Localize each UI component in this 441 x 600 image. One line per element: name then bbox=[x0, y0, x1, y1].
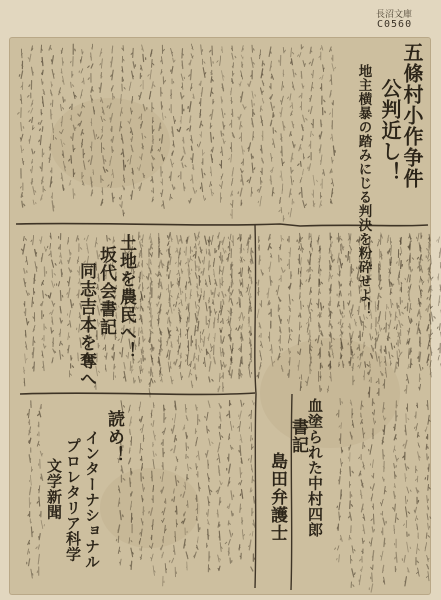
rule-right-box bbox=[255, 225, 256, 588]
archive-collection-label: 長沼文庫 bbox=[376, 10, 413, 20]
headline-case-title: 五條村小作争件 bbox=[400, 42, 424, 189]
headline-intl-b: プロレタリア科学 bbox=[64, 438, 82, 562]
headline-trial-near: 公判近し！ bbox=[378, 78, 402, 183]
headline-intl-a: インターナショナル bbox=[83, 430, 101, 570]
headline-land-to-peasants: 土地を農民へ！ bbox=[116, 234, 136, 360]
headline-intl-c: 文学新聞 bbox=[45, 458, 63, 520]
headline-demand: 地主横暴の踏みにじる判決を粉砕せよ！ bbox=[355, 64, 372, 316]
headline-secretary-b: 島田弁護士 bbox=[267, 452, 287, 542]
headline-defend-b: 同志吉本を奪へ bbox=[76, 262, 96, 388]
headline-read: 読め！ bbox=[104, 410, 124, 464]
headline-bloody-hands: 血塗られた中村四郎 bbox=[306, 398, 324, 538]
headline-secretary-a: 書記 bbox=[288, 418, 308, 454]
headline-defend-a: 坂代会書記 bbox=[96, 246, 116, 336]
rule-lower-band bbox=[20, 393, 255, 394]
archive-catalog-number: C0560 bbox=[377, 19, 413, 30]
